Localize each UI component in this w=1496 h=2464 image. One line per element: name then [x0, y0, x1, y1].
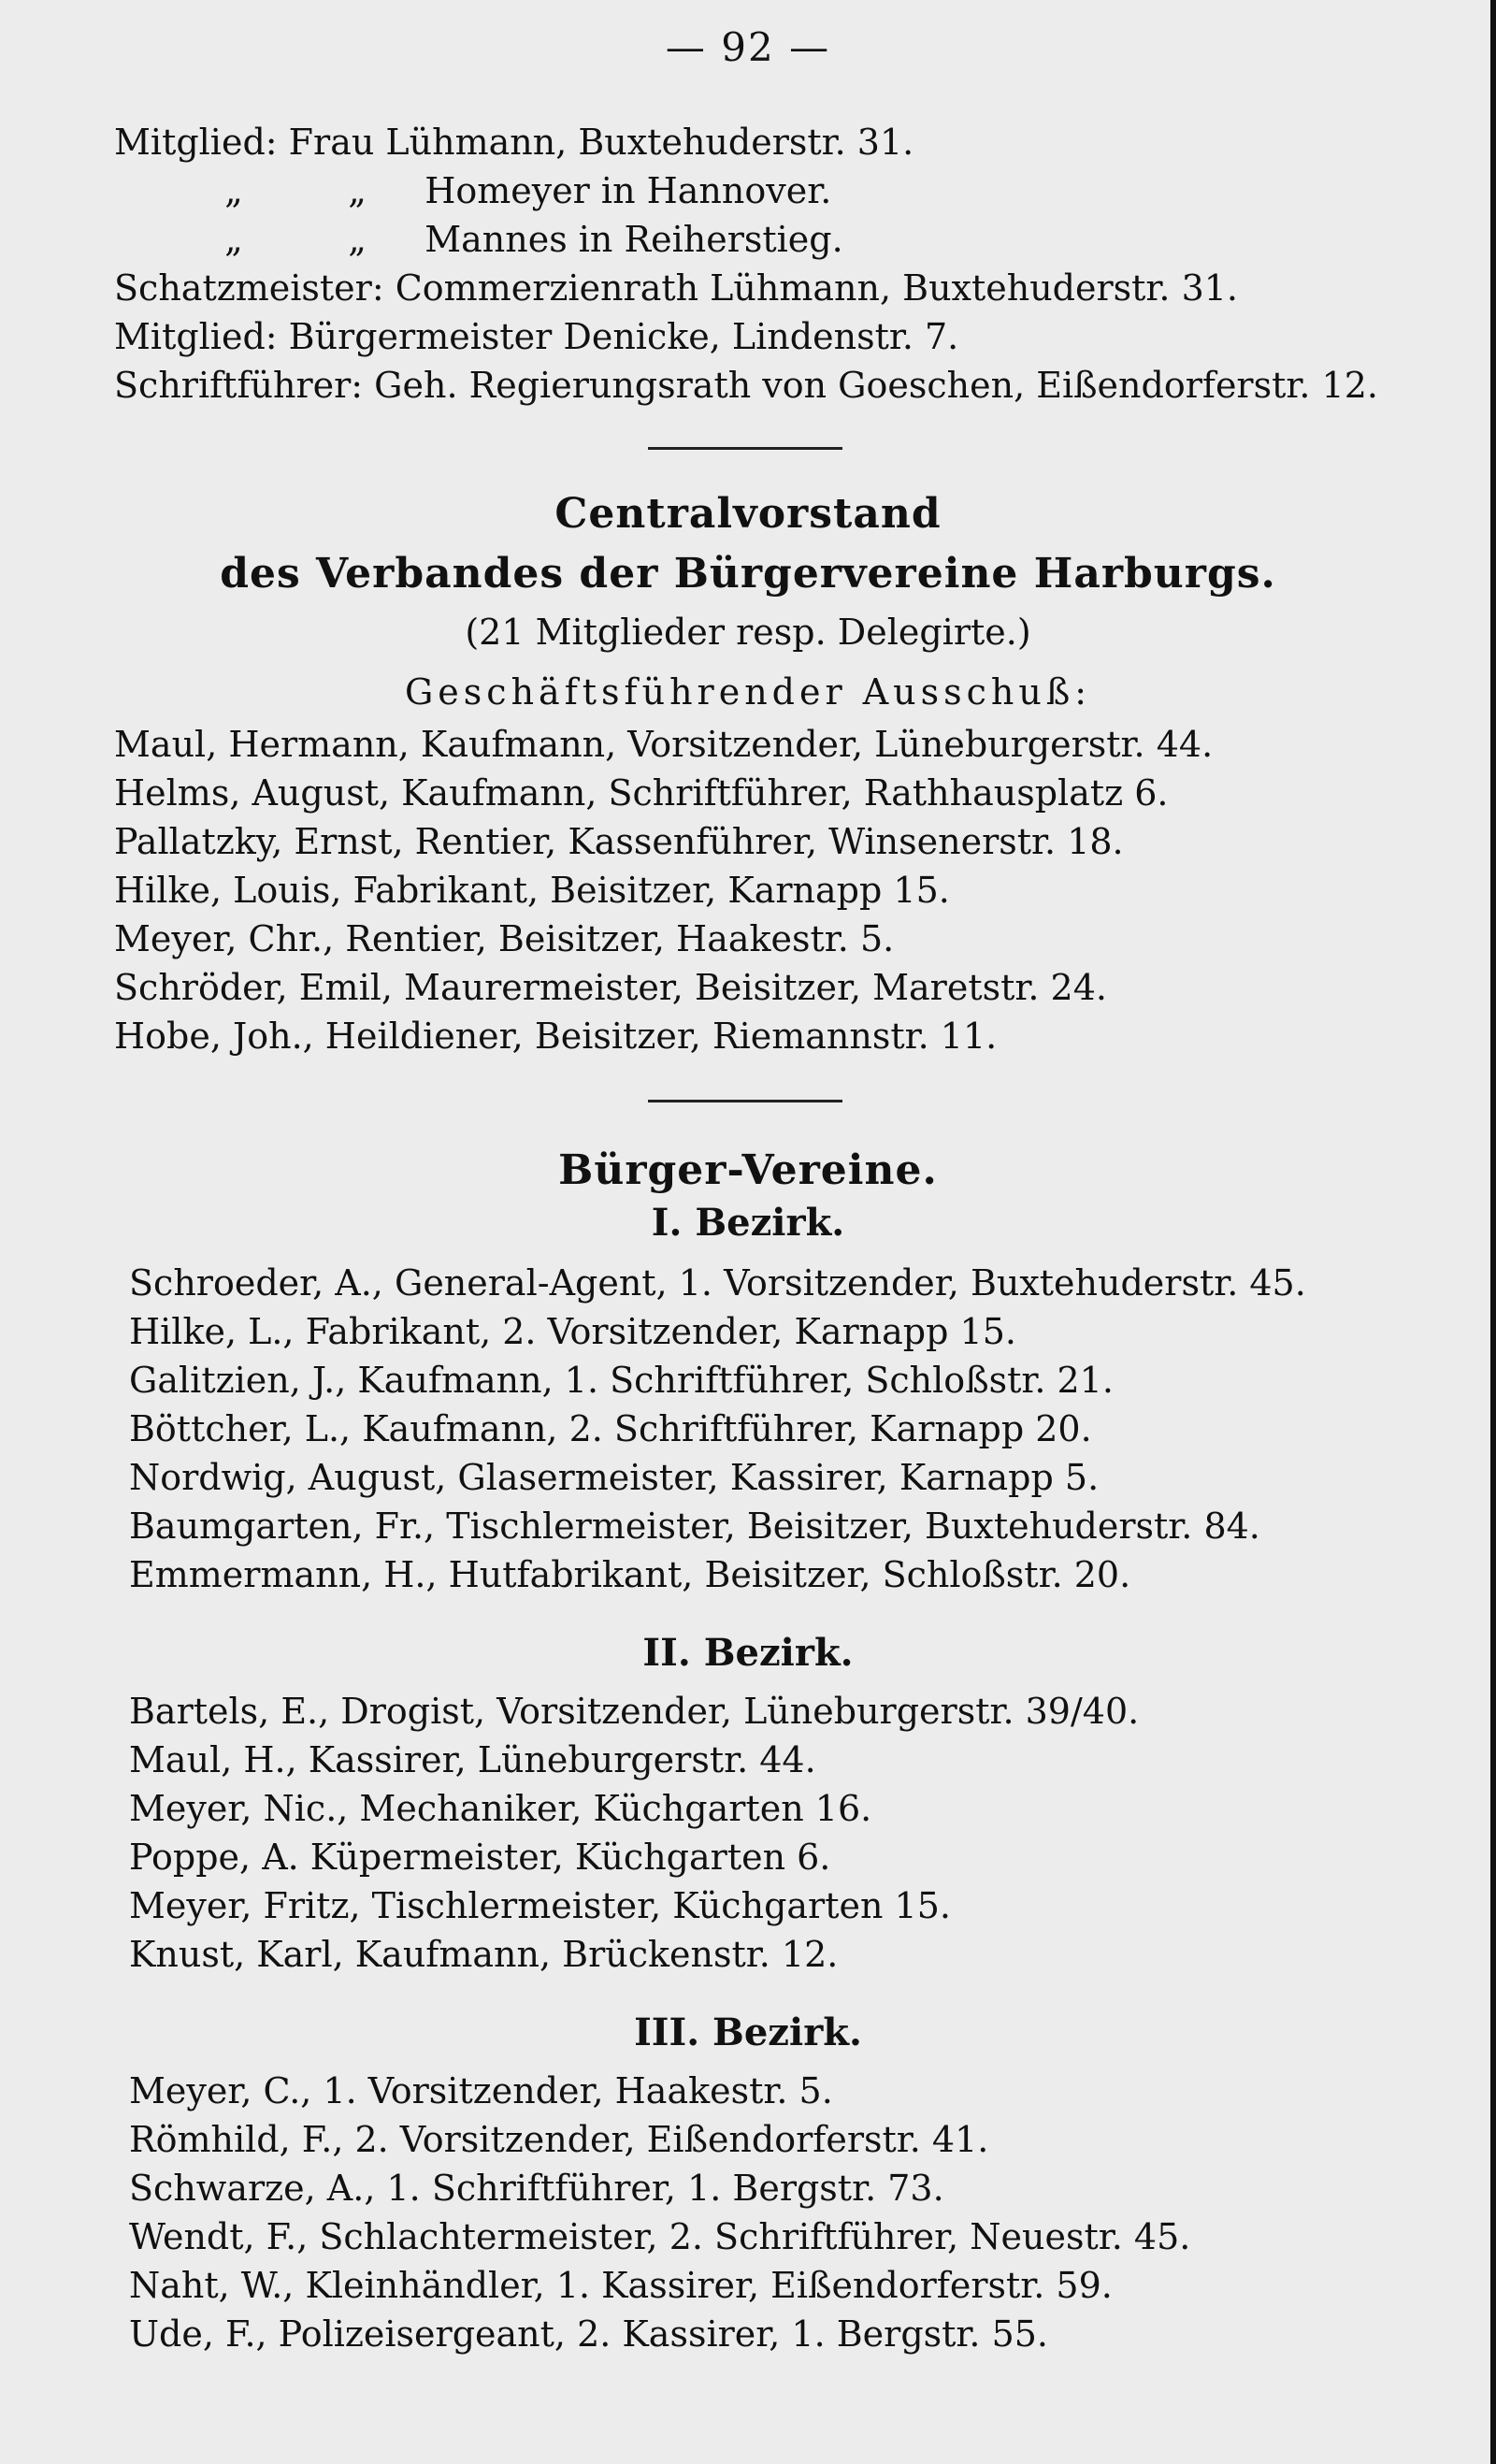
list-item: Römhild, F., 2. Vorsitzender, Eißendorferstr. 41.: [129, 2119, 989, 2160]
list-item: Schroeder, A., General-Agent, 1. Vorsitzender, Buxtehuderstr. 45.: [129, 1262, 1306, 1304]
list-item: Nordwig, August, Glasermeister, Kassirer, Karnapp 5.: [129, 1457, 1100, 1498]
list-item: Naht, W., Kleinhändler, 1. Kassirer, Eißendorferstr. 59.: [129, 2265, 1113, 2306]
district-1-heading: I. Bezirk.: [651, 1201, 845, 1245]
central-title-line-2: des Verbandes der Bürgervereine Harburgs.: [220, 550, 1276, 598]
top-line-6: Schriftführer: Geh. Regierungsrath von Goeschen, Eißendorferstr. 12.: [114, 365, 1378, 406]
list-item: Galitzien, J., Kaufmann, 1. Schriftführer, Schloßstr. 21.: [129, 1360, 1114, 1401]
list-item: Schröder, Emil, Maurermeister, Beisitzer, Maretstr. 24.: [114, 967, 1107, 1008]
list-item: Poppe, A. Küpermeister, Küchgarten 6.: [129, 1837, 831, 1878]
committee-heading: Geschäftsführender Ausschuß:: [404, 671, 1092, 713]
section-divider: [648, 447, 842, 450]
top-line-2: [178, 168, 831, 213]
top-line-3: [178, 217, 843, 262]
top-line-3-text: Mannes in Reiherstieg.: [424, 219, 843, 260]
list-item: Pallatzky, Ernst, Rentier, Kassenführer, Winsenerstr. 18.: [114, 821, 1124, 862]
list-item: Baumgarten, Fr., Tischlermeister, Beisitzer, Buxtehuderstr. 84.: [129, 1506, 1260, 1547]
list-item: Maul, H., Kassirer, Lüneburgerstr. 44.: [129, 1739, 816, 1780]
top-line-1: Mitglied: Frau Lühmann, Buxtehuderstr. 31.: [114, 122, 914, 163]
top-line-2-text: Homeyer in Hannover.: [424, 170, 832, 211]
buergervereine-title: Bürger-Vereine.: [558, 1146, 938, 1194]
ditto-mark: „: [224, 219, 243, 260]
list-item: Emmermann, H., Hutfabrikant, Beisitzer, Schloßstr. 20.: [129, 1554, 1131, 1595]
ditto-mark: „: [224, 170, 243, 211]
top-line-5: Mitglied: Bürgermeister Denicke, Lindenstr. 7.: [114, 316, 959, 357]
list-item: Hobe, Joh., Heildiener, Beisitzer, Riemannstr. 11.: [114, 1016, 998, 1057]
ditto-mark: „: [348, 170, 367, 211]
list-item: Meyer, C., 1. Vorsitzender, Haakestr. 5.: [129, 2070, 833, 2111]
members-note: (21 Mitglieder resp. Delegirte.): [465, 612, 1031, 653]
top-line-4: Schatzmeister: Commerzienrath Lühmann, Buxtehuderstr. 31.: [114, 267, 1239, 309]
list-item: Meyer, Nic., Mechaniker, Küchgarten 16.: [129, 1788, 872, 1829]
list-item: Helms, August, Kaufmann, Schriftführer, Rathhausplatz 6.: [114, 772, 1169, 814]
list-item: Meyer, Fritz, Tischlermeister, Küchgarten 15.: [129, 1885, 951, 1926]
list-item: Schwarze, A., 1. Schriftführer, 1. Bergstr. 73.: [129, 2168, 944, 2209]
ditto-mark: „: [348, 219, 367, 260]
district-3-heading: III. Bezirk.: [634, 2010, 862, 2054]
section-divider: [648, 1100, 842, 1102]
list-item: Hilke, Louis, Fabrikant, Beisitzer, Karnapp 15.: [114, 870, 950, 911]
page-number: — 92 —: [665, 24, 831, 70]
list-item: Ude, F., Polizeisergeant, 2. Kassirer, 1. Bergstr. 55.: [129, 2313, 1049, 2355]
list-item: Böttcher, L., Kaufmann, 2. Schriftführer, Karnapp 20.: [129, 1408, 1092, 1449]
central-title-line-1: Centralvorstand: [554, 490, 942, 538]
list-item: Meyer, Chr., Rentier, Beisitzer, Haakestr. 5.: [114, 918, 895, 959]
list-item: Hilke, L., Fabrikant, 2. Vorsitzender, Karnapp 15.: [129, 1311, 1016, 1352]
district-2-heading: II. Bezirk.: [642, 1631, 854, 1675]
list-item: Knust, Karl, Kaufmann, Brückenstr. 12.: [129, 1934, 839, 1975]
list-item: Bartels, E., Drogist, Vorsitzender, Lüneburgerstr. 39/40.: [129, 1691, 1140, 1732]
list-item: Wendt, F., Schlachtermeister, 2. Schriftführer, Neuestr. 45.: [129, 2216, 1191, 2257]
list-item: Maul, Hermann, Kaufmann, Vorsitzender, Lüneburgerstr. 44.: [114, 724, 1214, 765]
